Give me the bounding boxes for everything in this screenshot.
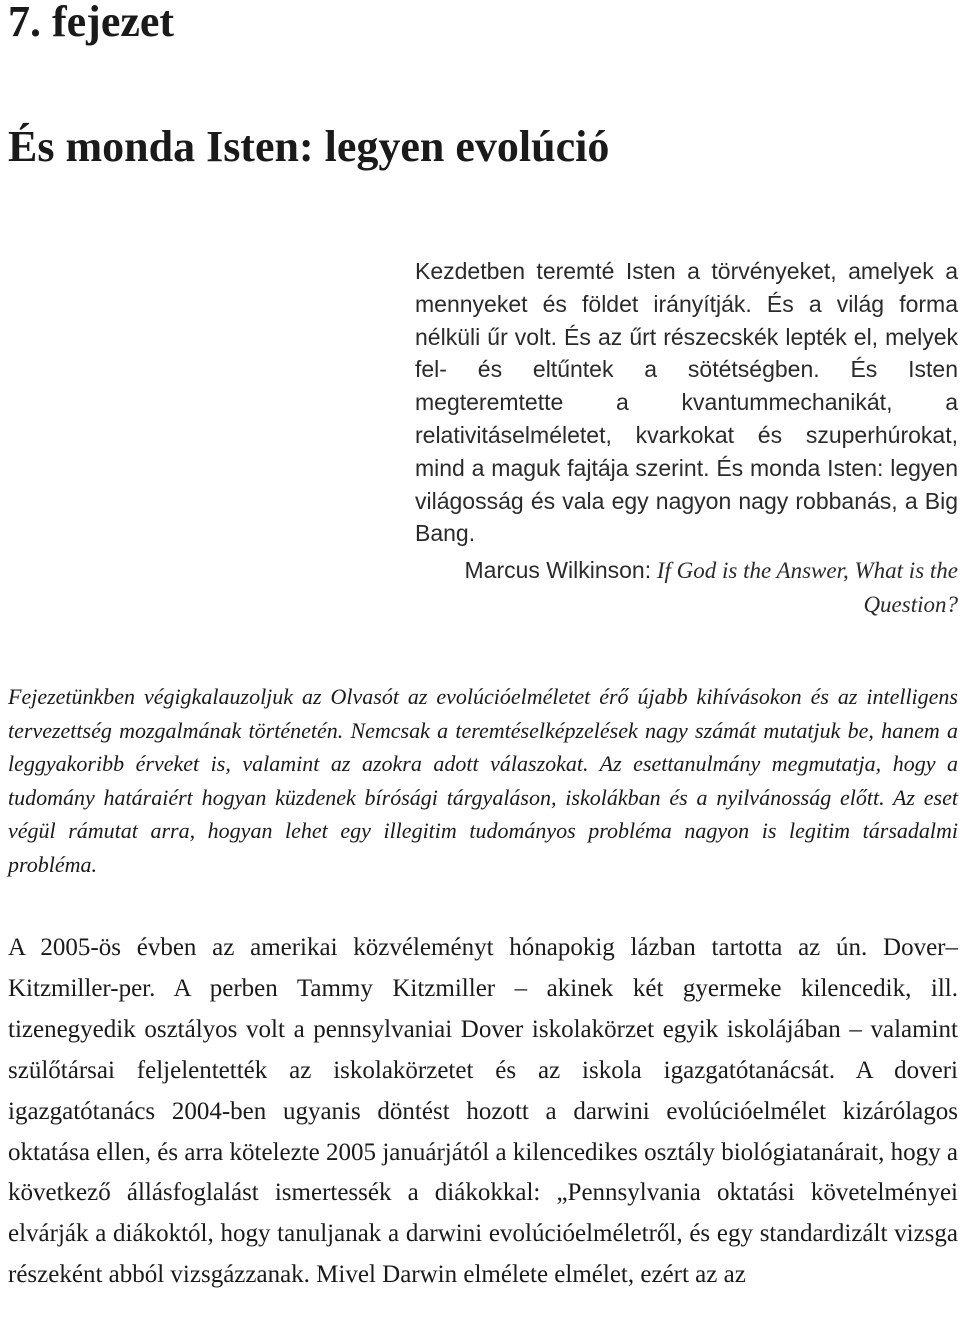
chapter-abstract: Fejezetünkben végigkalauzoljuk az Olvasót az evolúcióelméletet érő újabb kihívásokon és az intelligens tervezettség mozgalmának történetén. Nemcsak a teremtéselképzelések nagy számát mutatjuk be, hanem a leggyakoribb érveket is, valamint az azokra adott válaszokat. Az esettanulmány megmutatja, hogy a tudomány határaiért hogyan küzdenek bírósági tárgyaláson, iskolákban és a nyilvánosság előtt. Az eset végül rámutat arra, hogyan lehet egy illegitim tudományos probléma nagyon is legitim társadalmi probléma.	[8, 684, 958, 877]
epigraph-source-title: If God is the Answer, What is the Question?	[656, 558, 958, 618]
epigraph-source-author: Marcus Wilkinson:	[464, 557, 652, 584]
chapter-number: 7. fejezet	[8, 0, 175, 46]
epigraph-source	[415, 553, 958, 622]
body-paragraph: A 2005-ös évben az amerikai közvéleményt hónapokig lázban tartotta az ún. Dover–Kitzmiller-per. A perben Tammy Kitzmiller – akinek két gyermeke kilencedik, ill. tizenegyedik osztályos volt a pennsylvaniai Dover iskolakörzet egyik iskolájában – valamint szülőtársai feljelentették az iskolakörzetet és az iskola igazgatótanácsát. A doveri igazgatótanács 2004-ben ugyanis döntést hozott a darwini evolúcióelmélet kizárólagos oktatása ellen, és arra kötelezte 2005 januárjától a kilencedikes osztály biológiatanárait, hogy a következő állásfoglalást ismertessék a diákokkal: „Pennsylvania oktatási követelményei elvárják a diákoktól, hogy tanuljanak a darwini evolúcióelméletről, és egy standardizált vizsga részeként abból vizsgázzanak. Mivel Darwin elmélete elmélet, ezért az az	[8, 934, 958, 1289]
epigraph	[415, 255, 958, 622]
chapter-title: És monda Isten: legyen evolúció	[8, 122, 610, 171]
epigraph-text: Kezdetben teremté Isten a törvényeket, amelyek a mennyeket és földet irányítják. És a világ forma nélküli űr volt. És az űrt részecskék lepték el, melyek fel- és eltűntek a sötétségben. És Isten megteremtette a kvantummechanikát, a relativitáselméletet, kvarkokat és szuperhúrokat, mind a maguk fajtája szerint. És monda Isten: legyen világosság és vala egy nagyon nagy robbanás, a Big Bang.	[415, 258, 958, 547]
